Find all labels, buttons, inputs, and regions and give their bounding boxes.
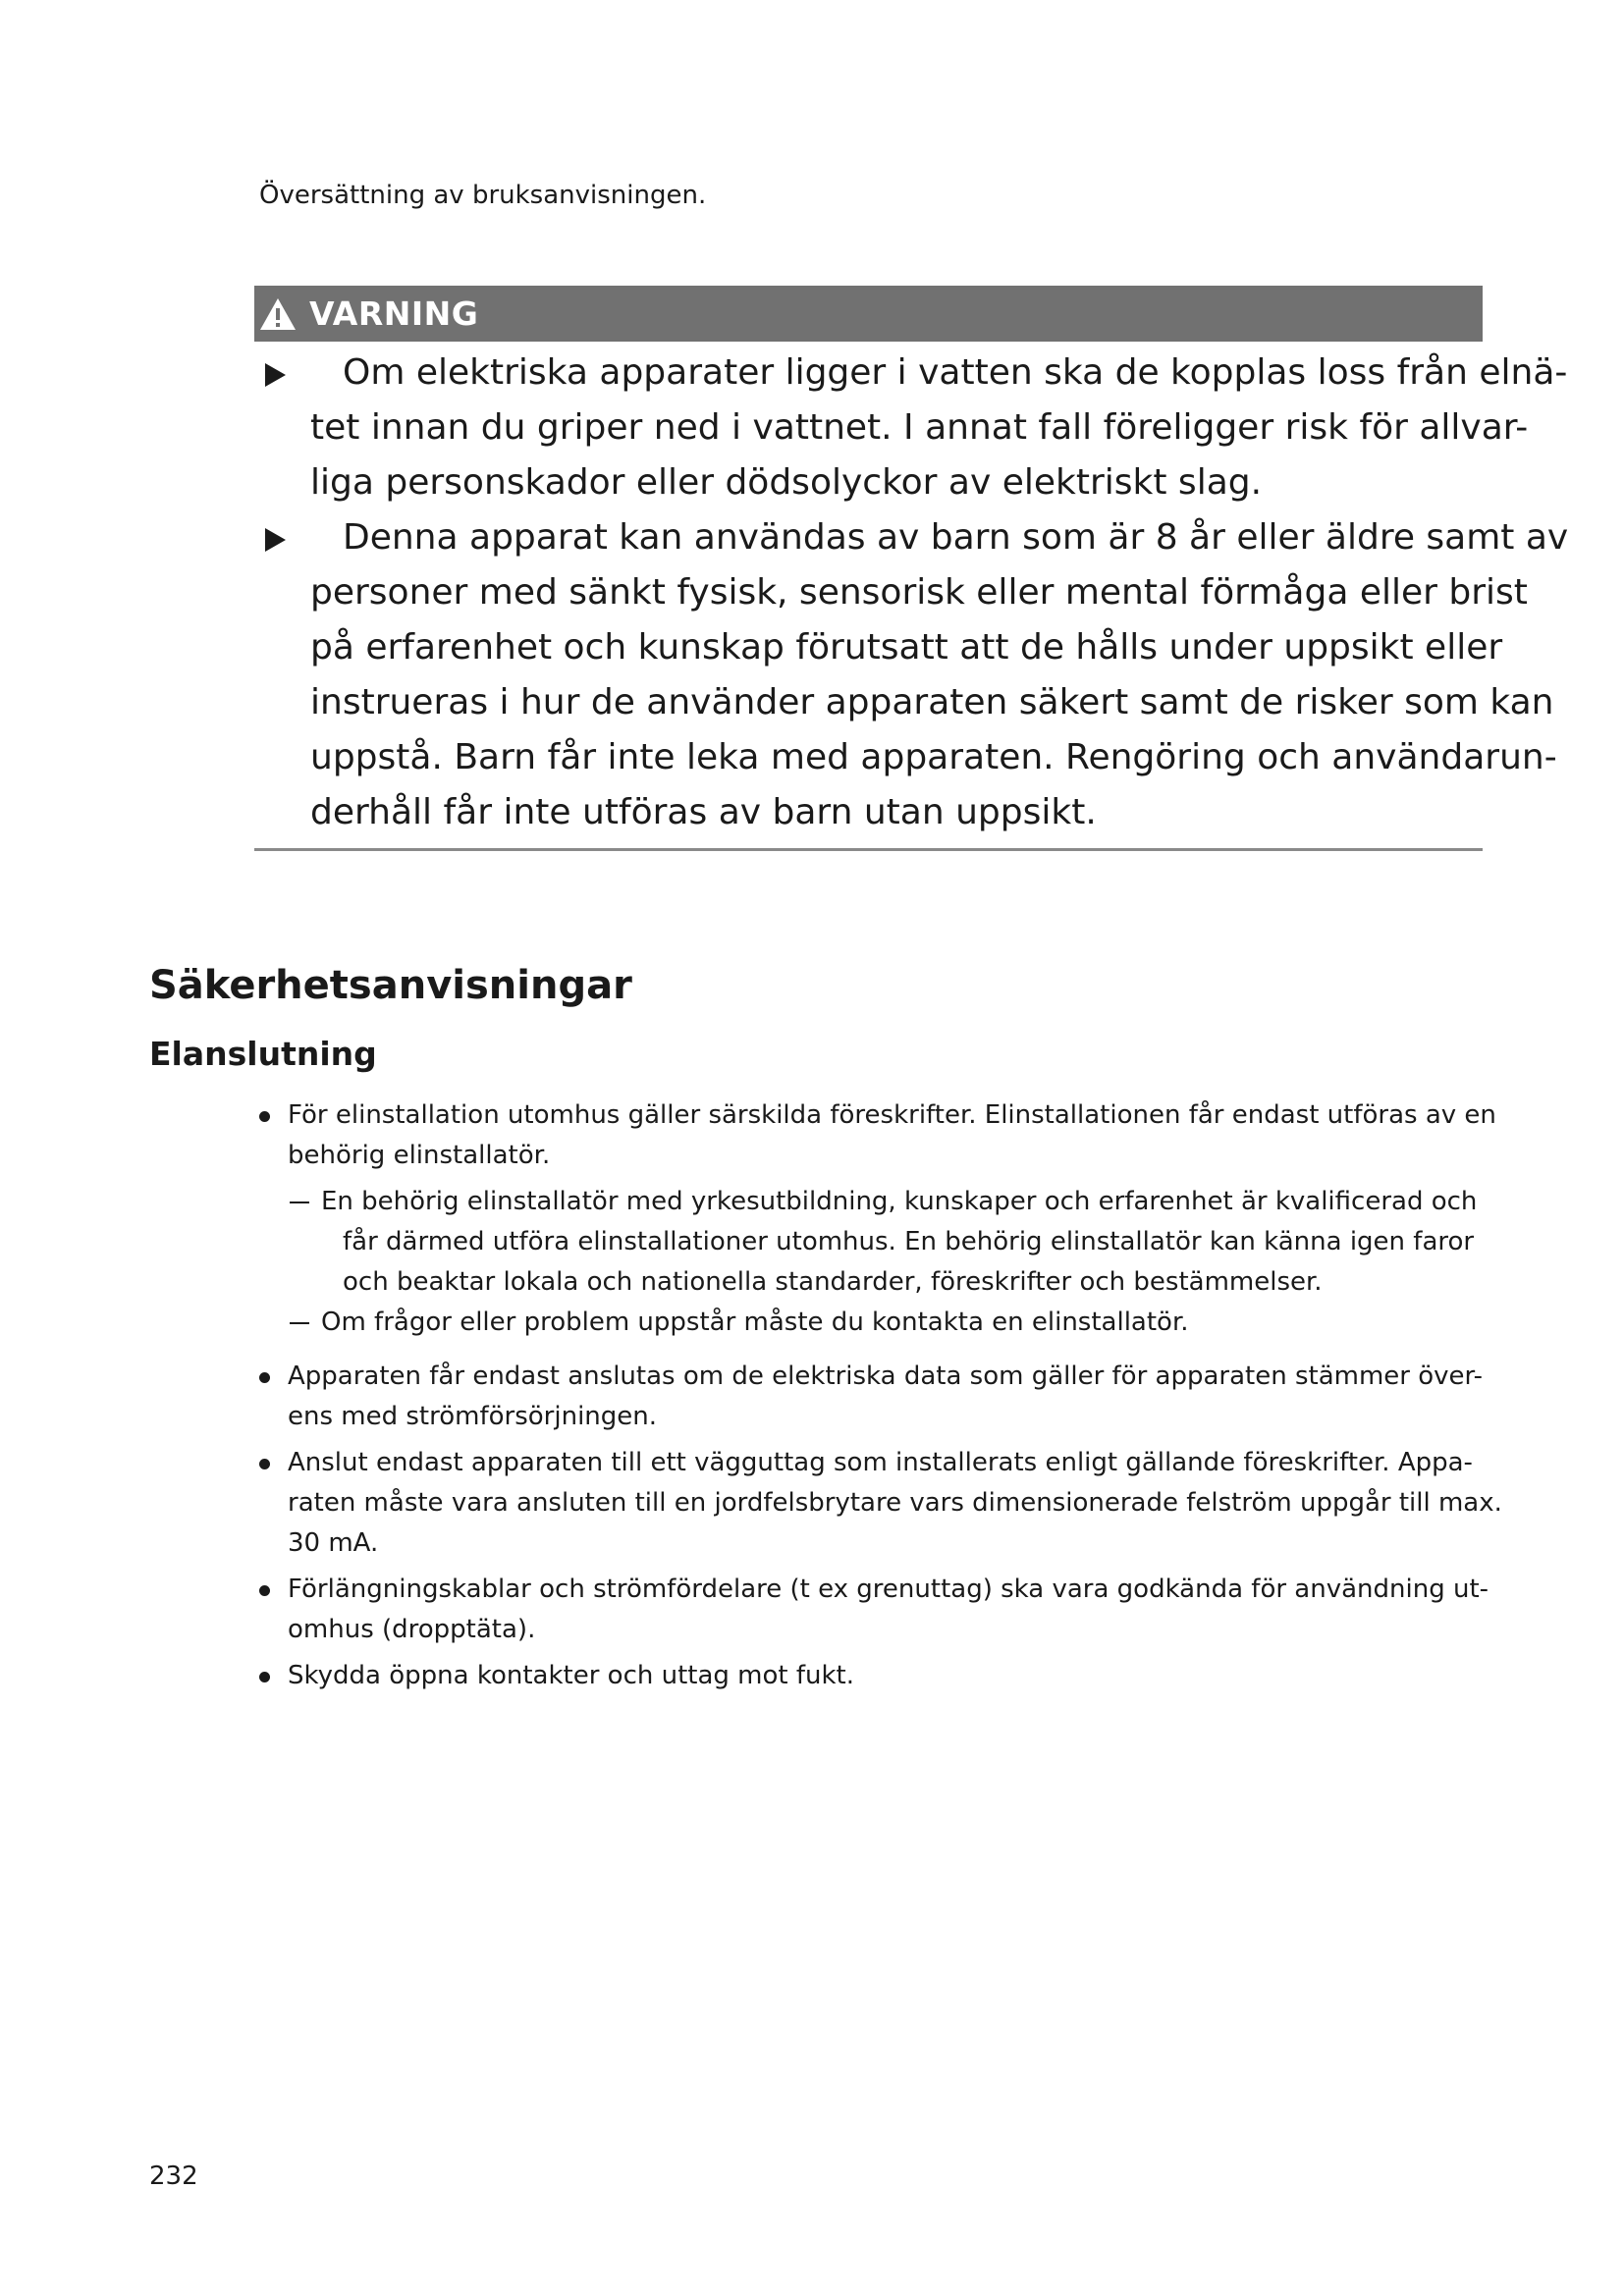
list-item-line: För elinstallation utomhus gäller särskilda föreskrifter. Elinstallationen får endast utföras av en xyxy=(288,1100,1496,1130)
list-item-line: behörig elinstallatör. xyxy=(288,1141,551,1170)
list-item-line: ens med strömförsörjningen. xyxy=(288,1402,658,1431)
dash-icon xyxy=(290,1322,309,1324)
sub-list-item xyxy=(254,1182,1491,1303)
warning-item-line: på erfarenhet och kunskap förutsatt att de hålls under uppsikt eller xyxy=(310,627,1503,667)
sub-list-item-line: En behörig elinstallatör med yrkesutbildning, kunskaper och erfarenhet är kvalificerad och xyxy=(321,1187,1478,1216)
dash-icon xyxy=(290,1201,309,1203)
list-item-line: raten måste vara ansluten till en jordfelsbrytare vars dimensionerade felström uppgår till max. xyxy=(288,1488,1502,1518)
arrow-right-icon xyxy=(265,528,286,552)
warning-item xyxy=(254,346,1568,510)
warning-triangle-icon xyxy=(258,296,298,332)
sub-list-item-line: Om frågor eller problem uppstår måste du kontakta en elinstallatör. xyxy=(321,1308,1189,1337)
list-item-line: Förlängningskablar och strömfördelare (t ex grenuttag) ska vara godkända för användning ut- xyxy=(288,1575,1489,1604)
list-item xyxy=(254,1095,1496,1176)
bullet-icon xyxy=(259,1111,270,1122)
sub-list-item-line: får därmed utföra elinstallationer utomhus. En behörig elinstallatör kan känna igen faror xyxy=(343,1227,1475,1256)
warning-item-line: instrueras i hur de använder apparaten säkert samt de risker som kan xyxy=(310,682,1554,722)
list-item xyxy=(254,1570,1491,1650)
list-item xyxy=(254,1656,1491,1696)
list-item-line: Skydda öppna kontakter och uttag mot fukt. xyxy=(288,1661,855,1690)
warning-divider xyxy=(254,848,1483,851)
warning-item-line: uppstå. Barn får inte leka med apparaten. Rengöring och användarun- xyxy=(310,737,1557,777)
bullet-icon xyxy=(259,1372,270,1383)
page-number: 232 xyxy=(149,2162,198,2191)
warning-item-line: personer med sänkt fysisk, sensorisk eller mental förmåga eller brist xyxy=(310,572,1528,613)
warning-item-line: derhåll får inte utföras av barn utan uppsikt. xyxy=(310,792,1097,832)
sub-list-item xyxy=(254,1303,1491,1343)
bullet-icon xyxy=(259,1459,270,1469)
list-item-line: 30 mA. xyxy=(288,1528,379,1558)
bullet-icon xyxy=(259,1585,270,1596)
list-item xyxy=(254,1357,1491,1437)
list-item xyxy=(254,1443,1502,1564)
list-item-line: Anslut endast apparaten till ett vägguttag som installerats enligt gällande föreskrifter. Appa- xyxy=(288,1448,1473,1477)
arrow-right-icon xyxy=(265,363,286,387)
safety-list xyxy=(254,1095,1502,1702)
warning-list xyxy=(254,346,1569,840)
bullet-icon xyxy=(259,1672,270,1682)
warning-item-line: Om elektriska apparater ligger i vatten ska de kopplas loss från elnä- xyxy=(343,352,1568,393)
section-title: Säkerhetsanvisningar xyxy=(149,963,632,1008)
warning-item-line: liga personskador eller dödsolyckor av elektriskt slag. xyxy=(310,462,1263,503)
sub-list-item-line: och beaktar lokala och nationella standarder, föreskrifter och bestämmelser. xyxy=(343,1267,1323,1297)
subsection-title: Elanslutning xyxy=(149,1035,377,1073)
translation-note: Översättning av bruksanvisningen. xyxy=(259,181,707,210)
warning-item-line: tet innan du griper ned i vattnet. I annat fall föreligger risk för allvar- xyxy=(310,407,1529,448)
list-item-line: Apparaten får endast anslutas om de elektriska data som gäller för apparaten stämmer över- xyxy=(288,1362,1483,1391)
warning-item-line: Denna apparat kan användas av barn som är 8 år eller äldre samt av xyxy=(343,517,1569,558)
warning-title: VARNING xyxy=(309,294,479,333)
list-item-line: omhus (dropptäta). xyxy=(288,1615,536,1644)
warning-item xyxy=(254,510,1569,840)
warning-banner xyxy=(254,286,1483,342)
